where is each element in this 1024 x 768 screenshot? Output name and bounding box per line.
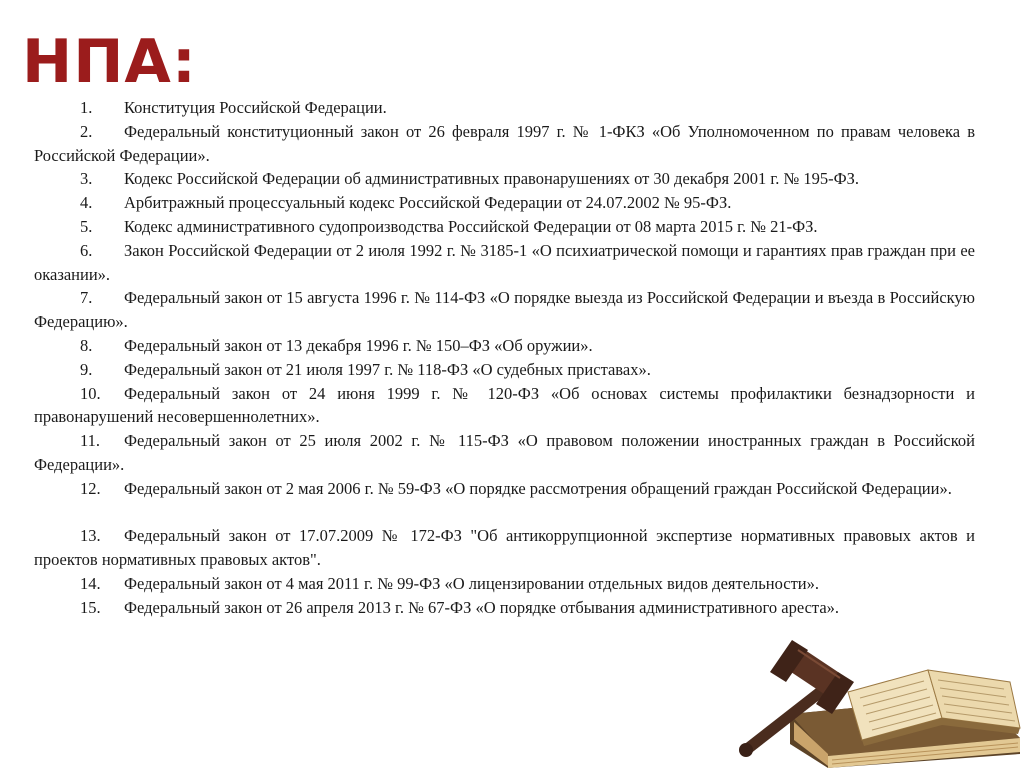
- list-item: [34, 524, 975, 572]
- slide-title: НПА:: [22, 27, 197, 97]
- gavel-and-book-illustration: [728, 626, 1024, 768]
- item-number: 12.: [80, 478, 101, 498]
- list-item: [34, 334, 975, 358]
- list-item: [34, 358, 975, 382]
- item-number: 2.: [80, 121, 93, 141]
- legal-acts-list: [34, 96, 975, 620]
- item-text: Конституция Российской Федерации.: [124, 98, 387, 117]
- item-text: Кодекс административного судопроизводства Российской Федерации от 08 марта 2015 г. № 21-ФЗ.: [124, 216, 818, 236]
- item-number: 11.: [80, 431, 101, 451]
- list-item: [34, 167, 975, 191]
- list-item: [34, 572, 975, 596]
- item-text: Федеральный закон от 26 апреля 2013 г. № 67-ФЗ «О порядке отбывания административного ареста».: [124, 597, 840, 617]
- item-text: Федеральный конституционный закон от 26 февраля 1997 г. № 1-ФКЗ «Об Уполномоченном по правам человека в Российской Федерации».: [34, 121, 975, 165]
- list-item: [34, 477, 975, 525]
- item-text: Кодекс Российской Федерации об административных правонарушениях от 30 декабря 2001 г. № 195-ФЗ.: [124, 169, 860, 189]
- item-text: Федеральный закон от 17.07.2009 № 172-ФЗ "Об антикоррупционной экспертизе нормативных правовых актов и проектов нормативных правовых актов".: [34, 526, 975, 570]
- list-item: [34, 239, 975, 287]
- item-number: 9.: [80, 359, 93, 379]
- item-number: 13.: [80, 526, 101, 546]
- item-text: Федеральный закон от 13 декабря 1996 г. № 150–ФЗ «Об оружии».: [124, 335, 593, 355]
- list-item: [34, 596, 975, 620]
- item-number: 5.: [80, 216, 93, 236]
- item-text: Федеральный закон от 25 июля 2002 г. № 115-ФЗ «О правовом положении иностранных граждан в Российской Федерации».: [34, 431, 975, 474]
- item-number: 6.: [80, 240, 93, 260]
- list-item: [34, 96, 975, 120]
- item-number: 8.: [80, 335, 93, 355]
- item-text: Федеральный закон от 15 августа 1996 г. № 114-ФЗ «О порядке выезда из Российской Федерации и въезда в Российскую Федерацию».: [34, 288, 975, 332]
- list-item: [34, 215, 975, 239]
- item-text: Федеральный закон от 24 июня 1999 г. № 120-ФЗ «Об основах системы профилактики безнадзорности и правонарушений несовершеннолетних».: [34, 383, 975, 427]
- item-text: Федеральный закон от 21 июля 1997 г. № 118-ФЗ «О судебных приставах».: [124, 359, 651, 379]
- item-number: 4.: [80, 193, 93, 213]
- item-number: 7.: [80, 288, 93, 308]
- item-number: 15.: [80, 597, 101, 617]
- item-number: 14.: [80, 573, 101, 593]
- list-item: [34, 286, 975, 334]
- list-item: [34, 120, 975, 168]
- item-text: Арбитражный процессуальный кодекс Российской Федерации от 24.07.2002 № 95-ФЗ.: [124, 193, 732, 213]
- item-number: 10.: [80, 383, 101, 403]
- item-text: Федеральный закон от 4 мая 2011 г. № 99-ФЗ «О лицензировании отдельных видов деятельности».: [124, 573, 820, 593]
- item-number: 1.: [80, 98, 93, 117]
- list-item: [34, 382, 975, 430]
- list-item: [34, 429, 975, 477]
- item-number: 3.: [80, 169, 93, 189]
- item-text: Закон Российской Федерации от 2 июля 1992 г. № 3185-1 «О психиатрической помощи и гарантиях прав граждан при ее оказании».: [34, 240, 975, 284]
- list-item: [34, 191, 975, 215]
- item-text: Федеральный закон от 2 мая 2006 г. № 59-ФЗ «О порядке рассмотрения обращений граждан Российской Федерации».: [124, 478, 952, 498]
